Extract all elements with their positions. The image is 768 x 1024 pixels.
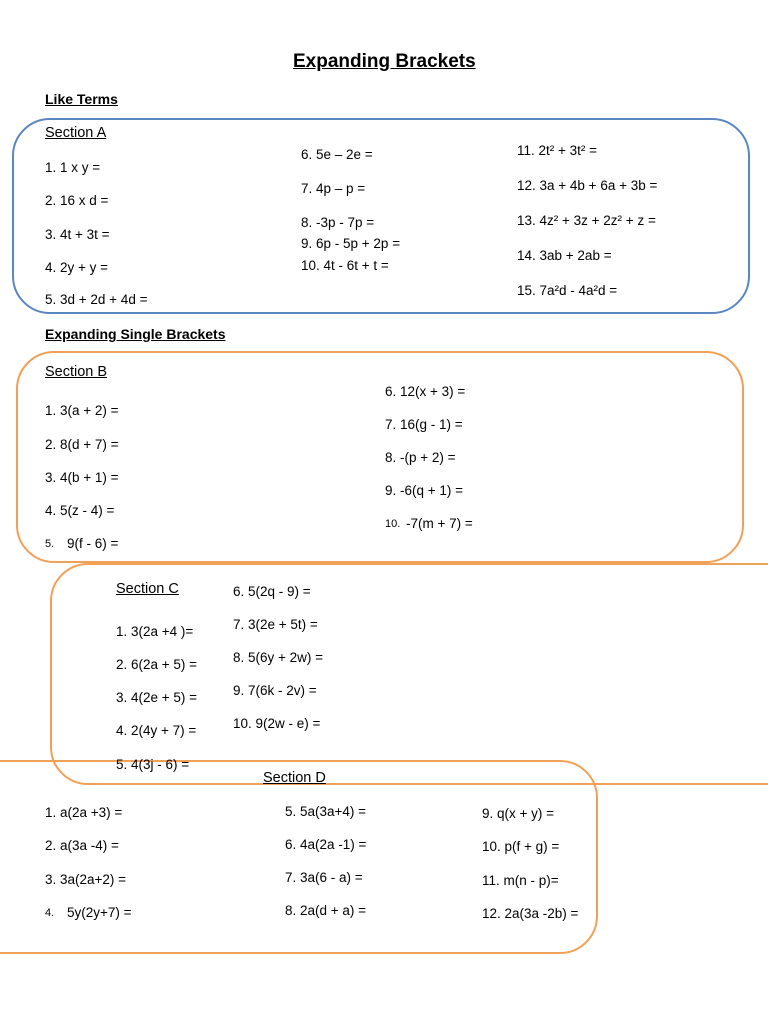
question-item: 7. 3a(6 - a) = [285,870,363,885]
question-item: 3. 3a(2a+2) = [45,872,127,887]
question-item: 2. 8(d + 7) = [45,437,119,452]
question-item: 4. 5(z - 4) = [45,503,115,518]
question-item: 7. 4p – p = [301,181,366,196]
question-item: 2. 6(2a + 5) = [116,657,198,672]
question-item: 15. 7a²d - 4a²d = [517,283,618,298]
section-c-label: Section C [116,581,179,597]
question-item: 3. 4(2e + 5) = [116,690,198,705]
section-d-frame [0,757,598,954]
question-item: 5y(2y+7) = [67,905,132,920]
question-item: 9(f - 6) = [67,536,119,551]
question-item: 9. q(x + y) = [482,806,555,821]
question-item: 5. 3d + 2d + 4d = [45,292,148,307]
question-item: 5. 4(3j - 6) = [116,757,190,772]
question-number: 4. [45,907,55,919]
question-item: 8. 5(6y + 2w) = [233,650,324,665]
question-item: 8. -3p - 7p = [301,215,375,230]
question-item: 10. p(f + g) = [482,839,560,854]
question-item: 3. 4t + 3t = [45,227,110,242]
question-item: 7. 16(g - 1) = [385,417,463,432]
question-item: 11. 2t² + 3t² = [517,143,598,158]
question-item: 2. a(3a -4) = [45,838,119,853]
question-item: 13. 4z² + 3z + 2z² + z = [517,213,656,228]
question-item: 1. 3(a + 2) = [45,403,119,418]
question-item: 4. 2y + y = [45,260,109,275]
question-item: 12. 2a(3a -2b) = [482,906,579,921]
question-item: 3. 4(b + 1) = [45,470,119,485]
question-item: 14. 3ab + 2ab = [517,248,612,263]
question-item: 6. 12(x + 3) = [385,384,466,399]
section-b-label: Section B [45,364,108,380]
section-b-frame [16,351,744,563]
question-item: 4. 2(4y + 7) = [116,723,197,738]
question-item: 9. 6p - 5p + 2p = [301,236,401,251]
section-a-label: Section A [45,125,107,141]
question-item: 8. -(p + 2) = [385,450,456,465]
page-title: Expanding Brackets [293,51,476,72]
question-item: 11. m(n - p)= [482,873,559,888]
question-item: 10. 4t - 6t + t = [301,258,389,273]
question-item: 6. 4a(2a -1) = [285,837,367,852]
question-item: -7(m + 7) = [406,516,473,531]
question-item: 7. 3(2e + 5t) = [233,617,318,632]
question-item: 2. 16 x d = [45,193,109,208]
question-number: 10. [385,518,401,530]
like-terms-heading: Like Terms [45,91,118,107]
question-item: 9. -6(q + 1) = [385,483,464,498]
question-item: 10. 9(2w - e) = [233,716,321,731]
question-item: 1. 1 x y = [45,160,101,175]
question-item: 5. 5a(3a+4) = [285,804,367,819]
question-item: 12. 3a + 4b + 6a + 3b = [517,178,658,193]
expanding-heading: Expanding Single Brackets [45,326,226,342]
question-item: 1. a(2a +3) = [45,805,123,820]
question-item: 6. 5e – 2e = [301,147,373,162]
question-number: 5. [45,538,55,550]
question-item: 1. 3(2a +4 )= [116,624,194,639]
question-item: 6. 5(2q - 9) = [233,584,311,599]
question-item: 8. 2a(d + a) = [285,903,367,918]
question-item: 9. 7(6k - 2v) = [233,683,317,698]
section-d-label: Section D [263,770,326,786]
